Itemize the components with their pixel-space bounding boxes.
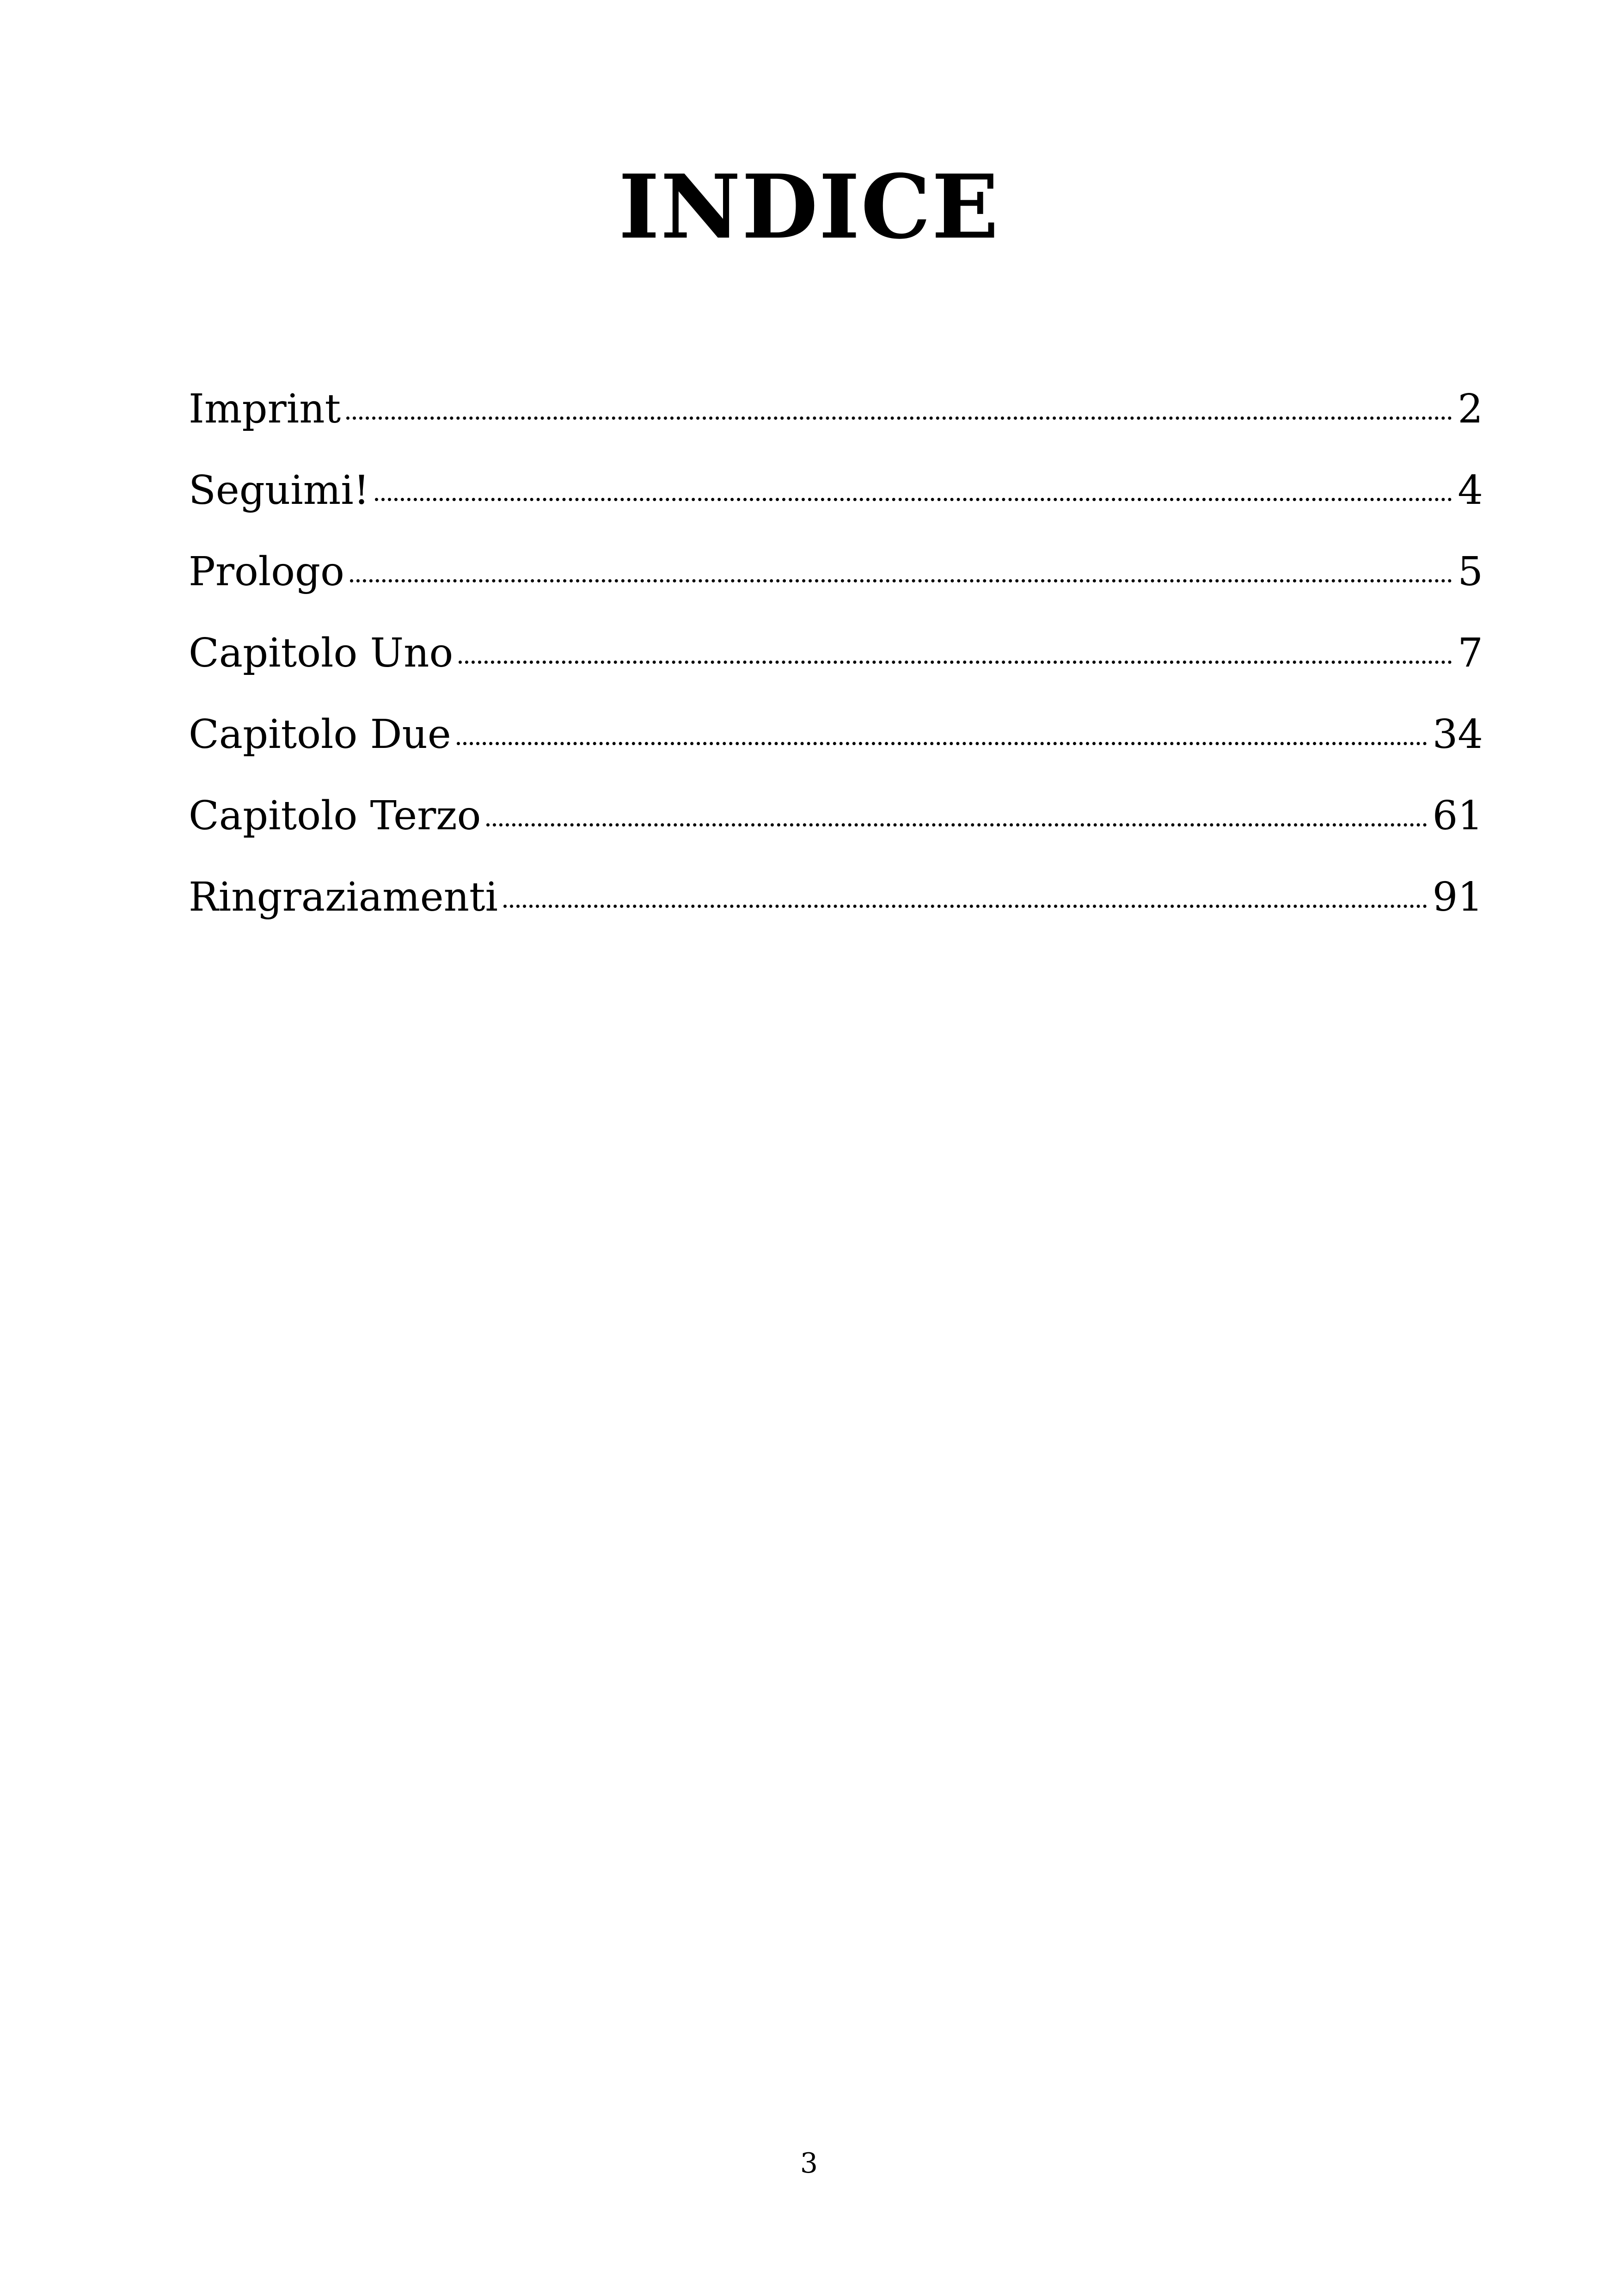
toc-entry-label: Imprint: [189, 386, 341, 432]
toc-entry-page-number: 34: [1432, 711, 1483, 758]
toc-entry-label: Capitolo Due: [189, 711, 451, 758]
toc-entry-label: Seguimi!: [189, 467, 370, 514]
toc-entry-prologo[interactable]: [189, 542, 1483, 623]
toc-dot-leader: [457, 742, 1427, 745]
toc-dot-leader: [503, 905, 1427, 908]
toc-entry-label: Capitolo Terzo: [189, 793, 481, 839]
toc-entry-label: Prologo: [189, 549, 344, 595]
toc-entry-capitolo-terzo[interactable]: [189, 786, 1483, 867]
toc-entry-page-number: 5: [1458, 549, 1483, 595]
page-title: INDICE: [618, 155, 1000, 258]
toc-dot-leader: [459, 661, 1452, 664]
toc-entry-page-number: 91: [1432, 874, 1483, 920]
toc-entry-page-number: 61: [1432, 793, 1483, 839]
page-number: 3: [800, 2147, 818, 2180]
toc-entry-capitolo-due[interactable]: [189, 704, 1483, 786]
toc-entry-page-number: 4: [1458, 467, 1483, 514]
toc-dot-leader: [486, 823, 1427, 827]
toc-entry-capitolo-uno[interactable]: [189, 623, 1483, 704]
toc-entry-seguimi[interactable]: [189, 460, 1483, 542]
toc-entry-imprint[interactable]: [189, 379, 1483, 460]
toc-entry-ringraziamenti[interactable]: [189, 867, 1483, 949]
toc-entry-label: Capitolo Uno: [189, 630, 454, 676]
table-of-contents: [189, 379, 1483, 949]
toc-dot-leader: [375, 498, 1452, 501]
toc-entry-label: Ringraziamenti: [189, 874, 498, 920]
toc-entry-page-number: 2: [1458, 386, 1483, 432]
toc-entry-page-number: 7: [1458, 630, 1483, 676]
toc-dot-leader: [346, 416, 1452, 420]
toc-dot-leader: [350, 579, 1452, 582]
